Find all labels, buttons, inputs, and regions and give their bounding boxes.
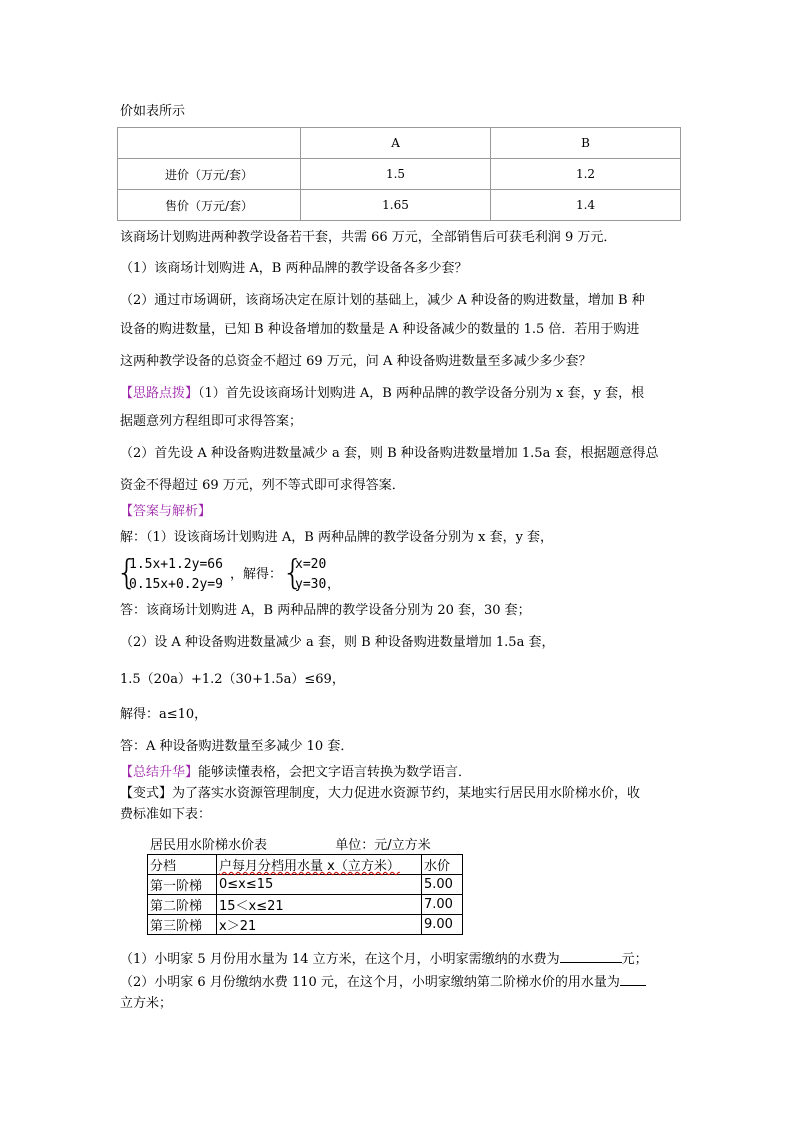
table-row — [148, 855, 463, 875]
table-header-cell — [217, 855, 422, 875]
problem-text: 该商场计划购进两种教学设备若干套，共需 66 万元，全部销售后可获毛利润 9 万元． — [120, 230, 617, 245]
water-table-title: 居民用水阶梯水价表 — [150, 838, 268, 853]
table-cell: 9.00 — [422, 915, 463, 935]
answer-label: 【答案与解析】 — [120, 504, 212, 519]
water-table-unit: 单位：元/立方米 — [335, 838, 431, 853]
intro-text: 价如表所示 — [120, 104, 186, 119]
table-cell: 1.4 — [491, 190, 681, 221]
question-1: （1）该商场计划购进 A，B 两种品牌的教学设备各多少套？ — [120, 261, 468, 276]
table-header-cell: 水价 — [422, 855, 463, 875]
hint-label: 【思路点拨】 — [120, 386, 199, 401]
question-2-line: 这两种教学设备的总资金不超过 69 万元，问 A 种设备购进数量至多减少多少套？ — [120, 354, 592, 369]
table-cell: 1.2 — [491, 159, 681, 190]
table-header-cell — [118, 128, 301, 159]
summary-line — [120, 764, 471, 782]
water-price-table — [147, 854, 463, 935]
inequality: 1.5（20a）+1.2（30+1.5a）≤69， — [120, 672, 345, 687]
table-row — [118, 128, 681, 159]
answer-blank — [560, 948, 622, 963]
table-cell: 15＜x≤21 — [217, 895, 422, 915]
answer-blank — [620, 971, 646, 986]
table-cell: 第二阶梯 — [148, 895, 217, 915]
answer-line: 解得：a≤10， — [120, 707, 208, 722]
table-cell: 5.00 — [422, 875, 463, 895]
table-cell: 1.65 — [301, 190, 491, 221]
answer-line: （2）设 A 种设备购进数量减少 a 套，则 B 种设备购进数量增加 1.5a 套， — [120, 635, 555, 650]
equation: 1.5x+1.2y=66 — [129, 557, 223, 572]
question-text: 元； — [621, 952, 648, 967]
hint-line — [120, 385, 644, 403]
solution: y=30 — [295, 577, 327, 592]
question-text: （2）小明家 6 月份缴纳水费 110 元，在这个月，小明家缴纳第二阶梯水价的用水量为 — [120, 975, 620, 990]
variant-label: 【变式】 — [120, 786, 173, 801]
answer-line: 答：该商场计划购进 A，B 两种品牌的教学设备分别为 20 套，30 套； — [120, 603, 531, 618]
summary-text: 能够读懂表格，会把文字语言转换为数学语言． — [198, 765, 472, 780]
equation: 0.15x+0.2y=9 — [129, 577, 223, 592]
question-2-line: （2）通过市场调研，该商场决定在原计划的基础上，减少 A 种设备的购进数量，增加 B 种 — [120, 293, 645, 308]
table-row — [148, 895, 463, 915]
hint-text: （1）首先设该商场计划购进 A，B 两种品牌的教学设备分别为 x 套，y 套，根 — [198, 386, 645, 401]
table-cell: 进价（万元/套） — [118, 159, 301, 190]
hint-line: 资金不得超过 69 万元，列不等式即可求得答案． — [120, 478, 405, 493]
equation-system — [129, 555, 223, 595]
question-line — [120, 948, 648, 969]
hint-line: （2）首先设 A 种设备购进数量减少 a 套，则 B 种设备购进数量增加 1.5a 套，根据题意得总 — [120, 446, 659, 461]
question-text: （1）小明家 5 月份用水量为 14 立方米，在这个月，小明家需缴纳的水费为 — [120, 952, 560, 967]
answer-line: 答：A 种设备购进数量至多减少 10 套． — [120, 739, 354, 754]
solution: x=20 — [295, 557, 327, 572]
table-header-cell: A — [301, 128, 491, 159]
table-cell: 第一阶梯 — [148, 875, 217, 895]
table-cell: 1.5 — [301, 159, 491, 190]
table-header-cell: B — [491, 128, 681, 159]
hint-line: 据题意列方程组即可求得答案； — [120, 414, 303, 429]
table-header-cell: 分档 — [148, 855, 217, 875]
answer-line: 解：（1）设该商场计划购进 A，B 两种品牌的教学设备分别为 x 套，y 套， — [120, 530, 554, 545]
question-2-line: 设备的购进数量，已知 B 种设备增加的数量是 A 种设备减少的数量的 1.5 倍．若用于购进 — [120, 322, 640, 337]
left-brace: { — [116, 553, 138, 593]
table-cell: x＞21 — [217, 915, 422, 935]
table-row — [118, 159, 681, 190]
question-line — [120, 971, 646, 992]
header-text: 户每月分档用水量 x（立方米） — [219, 859, 400, 874]
table-cell: 7.00 — [422, 895, 463, 915]
table-row — [118, 190, 681, 221]
question-line: 立方米； — [120, 996, 173, 1011]
water-table-caption — [150, 834, 431, 853]
variant-text: 为了落实水资源管理制度，大力促进水资源节约，某地实行居民用水阶梯水价，收 — [172, 786, 641, 801]
price-table — [117, 127, 681, 221]
table-cell: 售价（万元/套） — [118, 190, 301, 221]
table-cell: 0≤x≤15 — [217, 875, 422, 895]
solve-word: ，解得： — [230, 567, 283, 582]
variant-line: 费标准如下表： — [120, 807, 212, 822]
left-brace: { — [282, 553, 304, 593]
solution-end: ， — [327, 577, 341, 592]
summary-label: 【总结升华】 — [120, 765, 199, 780]
solution-system — [295, 555, 326, 595]
table-row — [148, 875, 463, 895]
table-cell: 第三阶梯 — [148, 915, 217, 935]
table-row — [148, 915, 463, 935]
variant-line — [120, 785, 640, 803]
